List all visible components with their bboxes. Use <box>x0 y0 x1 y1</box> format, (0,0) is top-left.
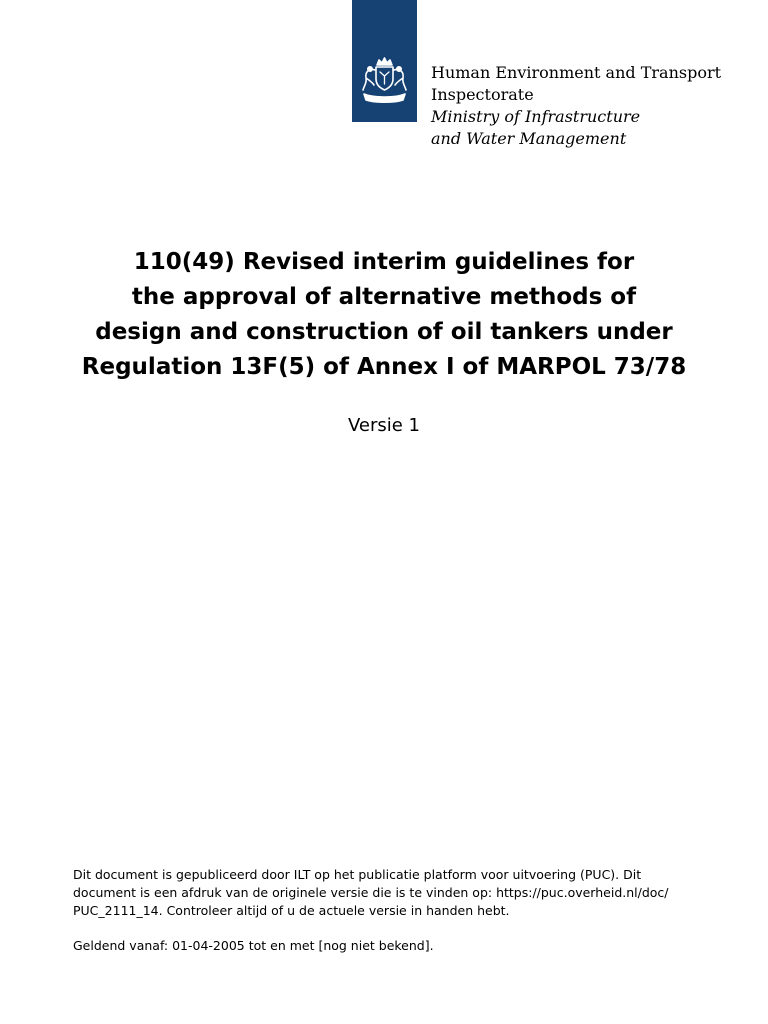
ministry-logo-bar <box>352 0 417 122</box>
document-title <box>40 245 728 385</box>
notice-line-3: PUC_2111_14. Controleer altijd of u de actuele versie in handen hebt. <box>73 903 510 918</box>
validity-period: Geldend vanaf: 01-04-2005 tot en met [nog niet bekend]. <box>73 938 434 953</box>
title-line-3: design and construction of oil tankers under <box>95 319 673 345</box>
org-name-line-1: Human Environment and Transport <box>431 63 722 82</box>
title-line-1: 110(49) Revised interim guidelines for <box>133 249 635 275</box>
org-name-line-2: Inspectorate <box>431 85 534 104</box>
notice-line-2: document is een afdruk van de originele versie die is te vinden op: https://puc.overheid.nl/doc/ <box>73 885 669 900</box>
title-line-2: the approval of alternative methods of <box>131 284 637 310</box>
notice-line-1: Dit document is gepubliceerd door ILT op het publicatie platform voor uitvoering (PUC). Dit <box>73 867 642 882</box>
organization-name <box>431 62 761 150</box>
coat-of-arms-icon <box>359 55 410 107</box>
ministry-line-1: Ministry of Infrastructure <box>431 107 641 126</box>
document-version: Versie 1 <box>347 415 421 436</box>
publication-notice <box>73 866 713 955</box>
ministry-line-2: and Water Management <box>431 129 627 148</box>
title-line-4: Regulation 13F(5) of Annex I of MARPOL 73/78 <box>81 354 687 380</box>
